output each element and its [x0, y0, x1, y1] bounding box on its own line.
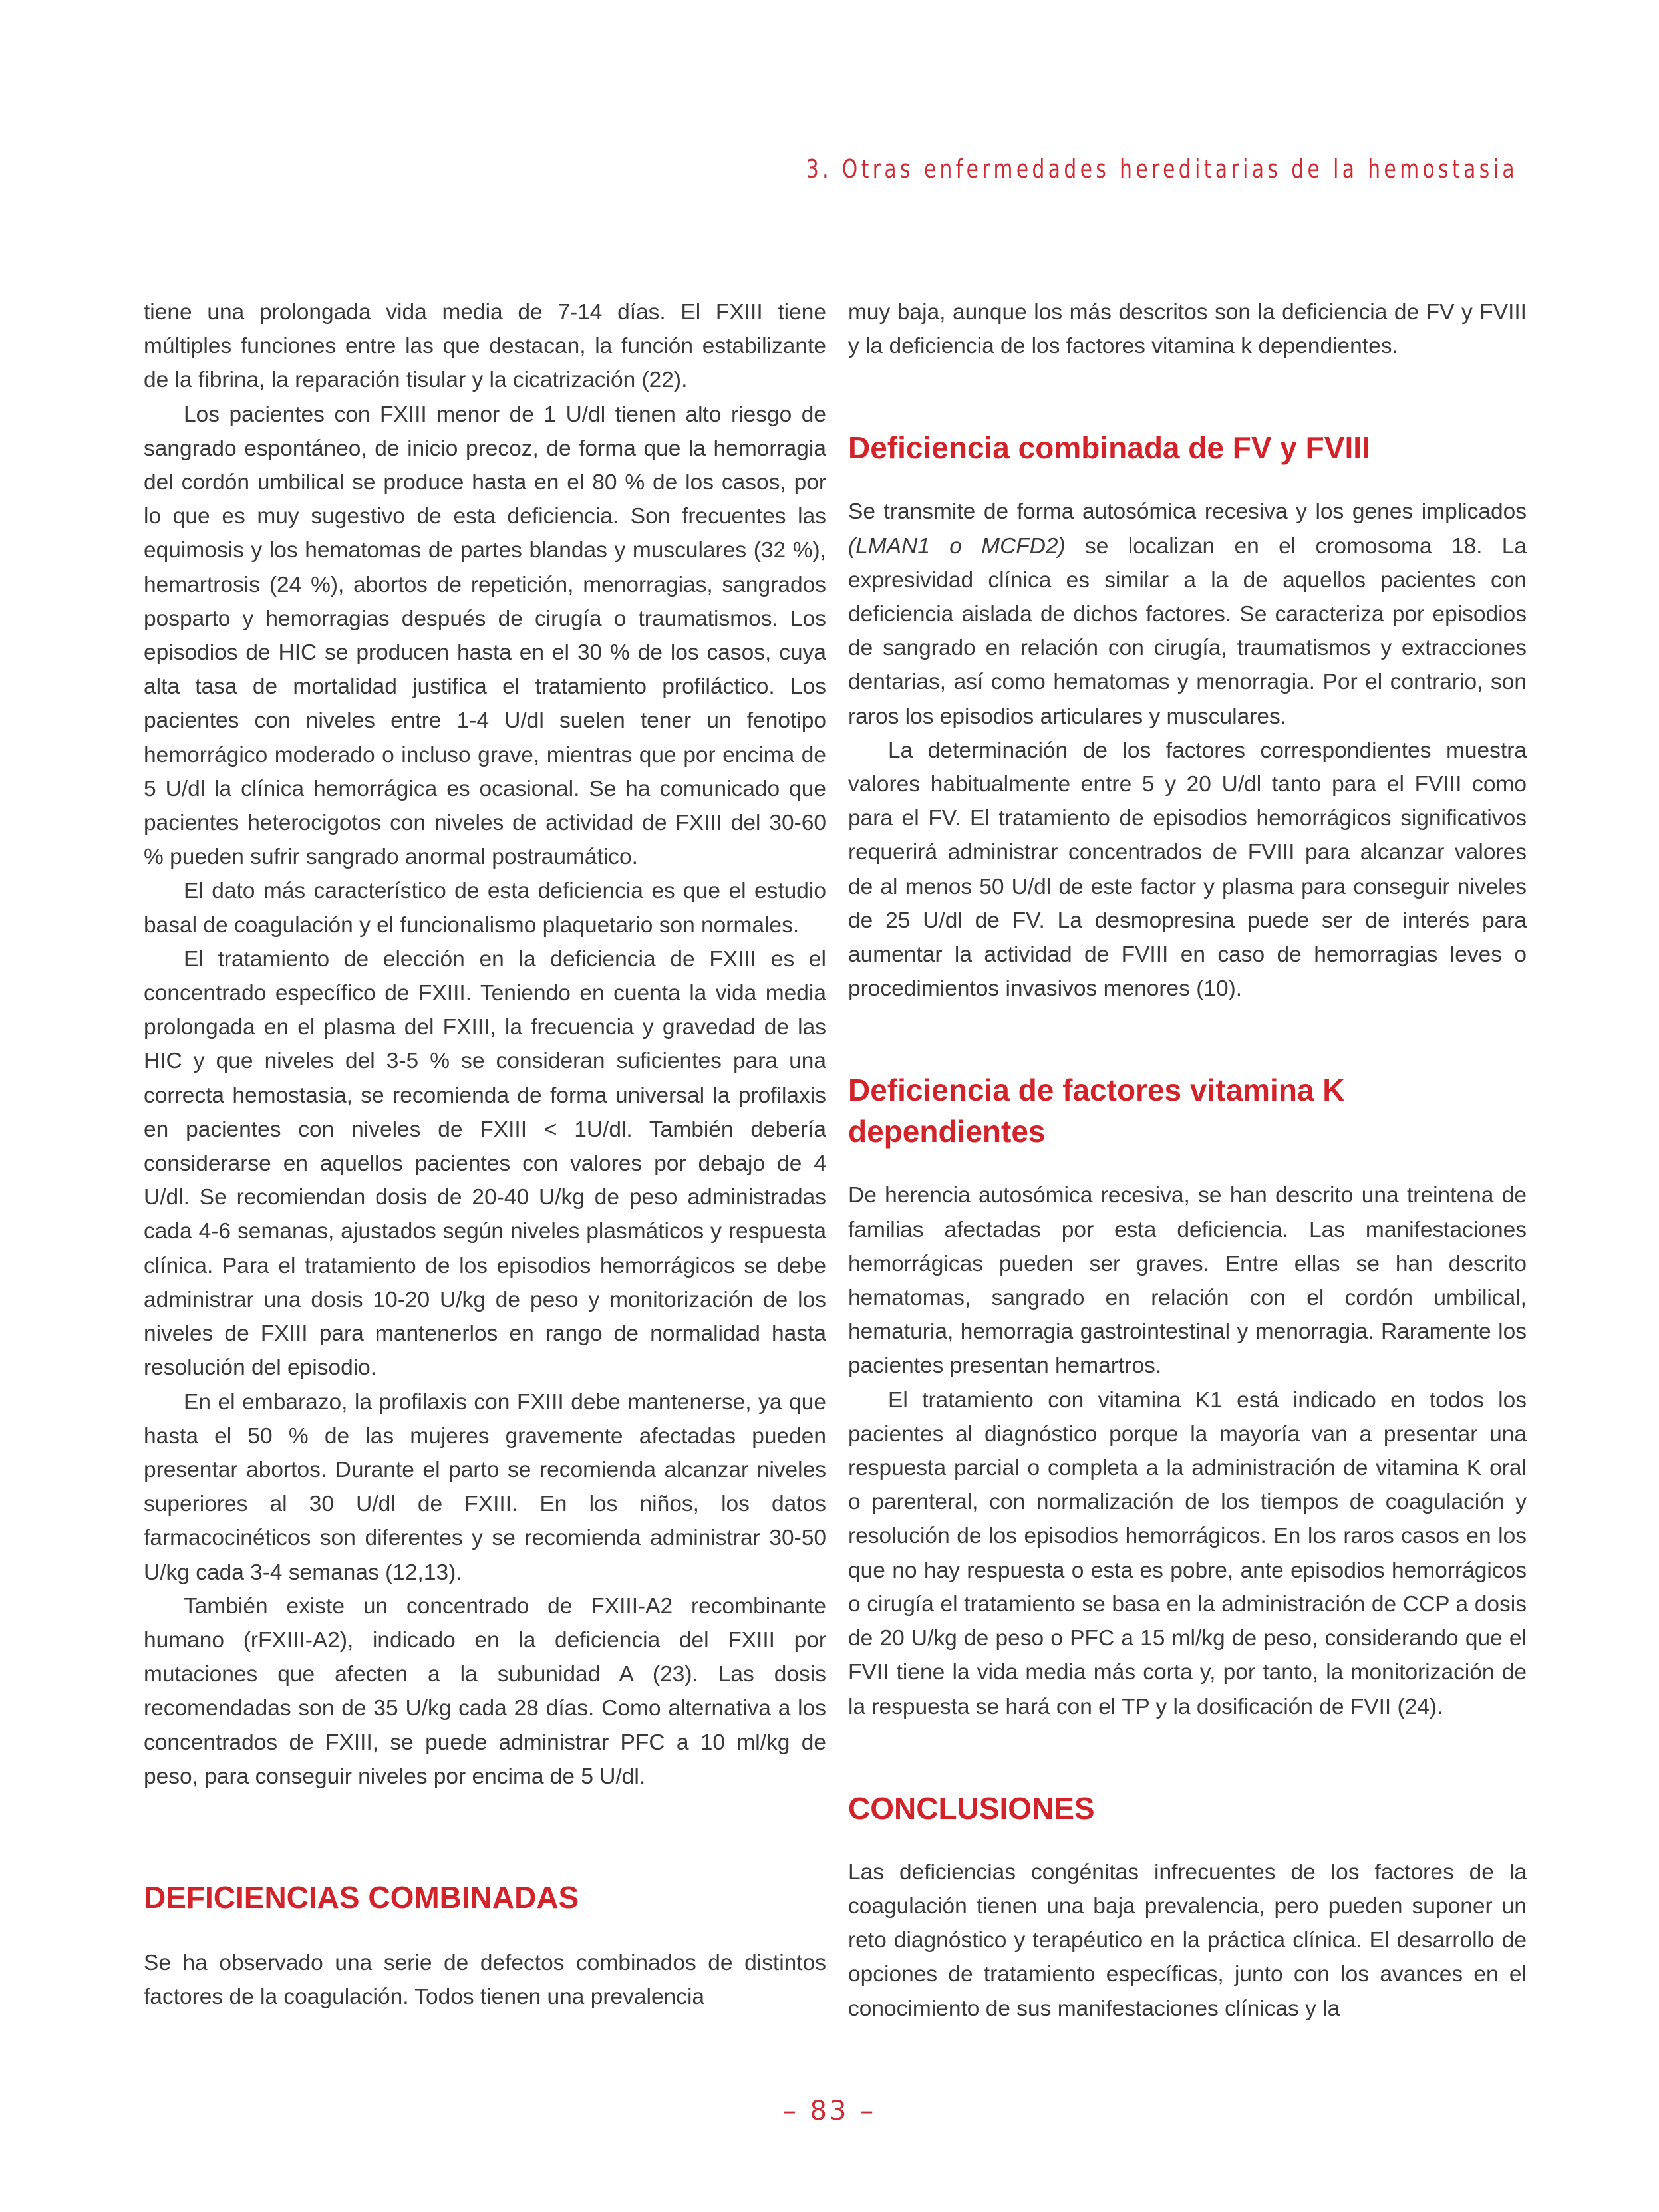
section-heading-fv-fviii: Deficiencia combinada de FV y FVIII: [848, 430, 1370, 466]
paragraph: El dato más característico de esta deficiencia es que el estudio basal de coagulación y el funcionalismo plaquetario son normales.: [144, 879, 826, 938]
paragraph-text: se localizan en el cromosoma 18. La expresividad clínica es similar a la de aquellos pacientes con deficiencia aislada de dichos factores. Se caracteriza por episodios de sangrado en relación con cirugía, traumatismos y extracciones dentarias, así como hematomas y menorragia. Por el contrario, son raros los episodios articulares y musculares.: [848, 533, 1527, 729]
paragraph: Se ha observado una serie de defectos combinados de distintos factores de la coagulación. Todos tienen una prevalencia: [144, 1950, 826, 2010]
paragraph: Las deficiencias congénitas infrecuentes de los factores de la coagulación tienen una baja prevalencia, pero pueden suponer un reto diagnóstico y terapéutico en la práctica clínica. El desarrollo de opciones de tratamiento específicas, junto con los avances en el conocimiento de sus manifestaciones clínicas y la: [848, 1860, 1527, 2021]
paragraph: La determinación de los factores correspondientes muestra valores habitualmente entre 5 y 20 U/dl tanto para el FVIII como para el FV. El tratamiento de episodios hemorrágicos significativos requerirá administrar concentrados de FVIII para alcanzar valores de al menos 50 U/dl de este factor y plasma para conseguir niveles de 25 U/dl de FV. La desmopresina puede ser de interés para aumentar la actividad de FVIII en caso de hemorragias leves o procedimientos invasivos menores (10).: [848, 738, 1527, 1002]
paragraph: También existe un concentrado de FXIII-A2 recombinante humano (rFXIII-A2), indicado en la deficiencia del FXIII por mutaciones que afecten a la subunidad A (23). Las dosis recomendadas son de 35 U/kg cada 28 días. Como alternativa a los concentrados de FXIII, se puede administrar PFC a 10 ml/kg de peso, para conseguir niveles por encima de 5 U/dl.: [144, 1593, 826, 1789]
gene-names: (LMAN1 o MCFD2): [848, 533, 1066, 559]
paragraph: [848, 495, 1527, 733]
paragraph: muy baja, aunque los más descritos son la deficiencia de FV y FVIII y la deficiencia de los factores vitamina k dependientes.: [848, 300, 1527, 359]
running-header: 3. Otras enfermedades hereditarias de la hemostasia: [806, 154, 1518, 184]
paragraph: El tratamiento con vitamina K1 está indicado en todos los pacientes al diagnóstico porque la mayoría van a presentar una respuesta parcial o completa a la administración de vitamina K oral o parenteral, con normalización de los tiempos de coagulación y resolución de los episodios hemorrágicos. En los raros casos en los que no hay respuesta o esta es pobre, ante episodios hemorrágicos o cirugía el tratamiento se basa en la administración de CCP a dosis de 20 U/kg de peso o PFC a 15 ml/kg de peso, considerando que el FVII tiene la vida media más corta y, por tanto, la monitorización de la respuesta se hará con el TP y la dosificación de FVII (24).: [848, 1387, 1527, 1719]
page-number: – 83 –: [782, 2096, 877, 2126]
left-column: [144, 295, 826, 2014]
paragraph: En el embarazo, la profilaxis con FXIII debe mantenerse, ya que hasta el 50 % de las mujeres gravemente afectadas pueden presentar abortos. Durante el parto se recomienda alcanzar niveles superiores al 30 U/dl de FXIII. En los niños, los datos farmacocinéticos son diferentes y se recomienda administrar 30-50 U/kg cada 3-4 semanas (12,13).: [144, 1389, 826, 1585]
paragraph: Los pacientes con FXIII menor de 1 U/dl tienen alto riesgo de sangrado espontáneo, de inicio precoz, de forma que la hemorragia del cordón umbilical se produce hasta en el 80 % de los casos, por lo que es muy sugestivo de esta deficiencia. Son frecuentes las equimosis y los hematomas de partes blandas y musculares (32 %), hemartrosis (24 %), abortos de repetición, menorragias, sangrados posparto y hemorragias después de cirugía o traumatismos. Los episodios de HIC se producen hasta en el 30 % de los casos, cuya alta tasa de mortalidad justifica el tratamiento profiláctico. Los pacientes con niveles entre 1-4 U/dl suelen tener un fenotipo hemorrágico moderado o incluso grave, mientras que por encima de 5 U/dl la clínica hemorrágica es ocasional. Se ha comunicado que pacientes heterocigotos con niveles de actividad de FXIII del 30-60 % pueden sufrir sangrado anormal postraumático.: [144, 402, 826, 870]
paragraph-text: Se transmite de forma autosómica recesiva y los genes implicados: [848, 499, 1527, 525]
section-heading-vitamina-k: Deficiencia de factores vitamina K dependientes: [848, 1073, 1345, 1149]
paragraph: De herencia autosómica recesiva, se han descrito una treintena de familias afectadas por esta deficiencia. Las manifestaciones hemorrágicas pueden ser graves. Entre ellas se han descrito hematomas, sangrado en relación con el cordón umbilical, hematuria, hemorragia gastrointestinal y menorragia. Raramente los pacientes presentan hemartros.: [848, 1183, 1527, 1379]
section-heading-deficiencias-combinadas: DEFICIENCIAS COMBINADAS: [144, 1879, 579, 1915]
right-column: [848, 295, 1527, 2026]
paragraph: El tratamiento de elección en la deficiencia de FXIII es el concentrado específico de FXIII. Teniendo en cuenta la vida media prolongada en el plasma del FXIII, la frecuencia y gravedad de las HIC y que niveles del 3-5 % se consideran suficientes para una correcta hemostasia, se recomienda de forma universal la profilaxis en pacientes con niveles de FXIII < 1U/dl. También debería considerarse en aquellos pacientes con valores por debajo de 4 U/dl. Se recomiendan dosis de 20-40 U/kg de peso administradas cada 4-6 semanas, ajustados según niveles plasmáticos y respuesta clínica. Para el tratamiento de los episodios hemorrágicos se debe administrar una dosis 10-20 U/kg de peso y monitorización de los niveles de FXIII para mantenerlos en rango de normalidad hasta resolución del episodio.: [144, 946, 826, 1381]
section-heading-conclusiones: CONCLUSIONES: [848, 1790, 1095, 1826]
paragraph: tiene una prolongada vida media de 7-14 días. El FXIII tiene múltiples funciones entre las que destacan, la función estabilizante de la fibrina, la reparación tisular y la cicatrización (22).: [144, 300, 826, 393]
